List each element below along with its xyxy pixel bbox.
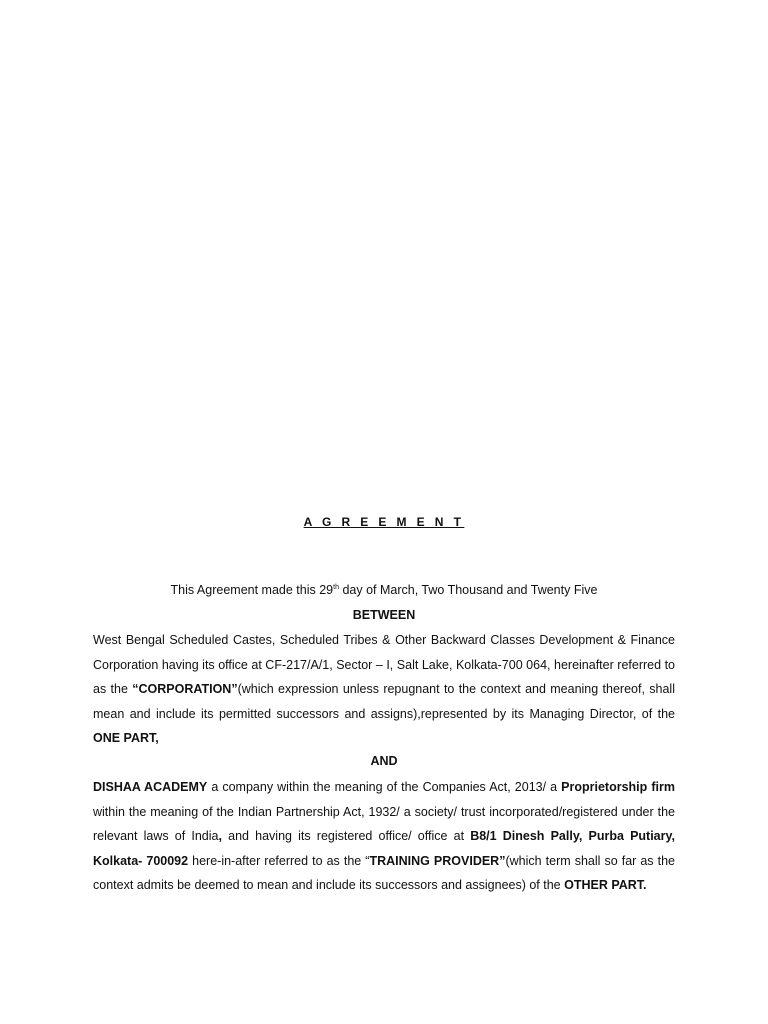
second-party-text-3: and having its registered office/ office at (221, 829, 471, 843)
second-party-text-1: a company within the meaning of the Companies Act, 2013/ a (207, 780, 562, 794)
first-party-paragraph (93, 628, 675, 751)
date-line-prefix: This Agreement made this 29 (170, 583, 334, 597)
agreement-title: A G R E E M E N T (303, 515, 465, 529)
and-heading: AND (370, 754, 398, 768)
date-line-suffix: day of March, Two Thousand and Twenty Five (338, 583, 598, 597)
agreement-date-line (0, 583, 768, 597)
first-party-text-1: West Bengal Scheduled Castes, Scheduled Tribes & Other Backward Classes Development & Finance Corporation having its office at CF-217/A/1, Sector – I, Salt Lake, Kolkata-700 064, hereinafter referred to as the (93, 633, 675, 696)
second-party-text-4: here-in-after referred to as the “ (188, 853, 370, 868)
proprietorship-term: Proprietorship firm (561, 780, 675, 794)
date-ordinal-suffix: th (333, 584, 339, 591)
corporation-term: “CORPORATION” (132, 682, 238, 696)
between-heading: BETWEEN (352, 608, 416, 622)
training-provider-address: B8/1 Dinesh Pally, Purba Putiary, Kolkata- 700092 (93, 829, 675, 868)
second-party-paragraph (93, 775, 675, 898)
other-part-term: OTHER PART. (564, 878, 647, 892)
first-party-text-2: (which expression unless repugnant to the context and meaning thereof, shall mean and include its permitted successors and assigns),represented by its Managing Director, of the (93, 682, 675, 721)
one-part-term: ONE PART, (93, 731, 159, 745)
training-provider-term: TRAINING PROVIDER” (369, 853, 506, 868)
comma-bold: , (218, 829, 222, 843)
second-party-text-2: within the meaning of the Indian Partnership Act, 1932/ a society/ trust incorporated/registered under the relevant laws of India (93, 804, 675, 843)
second-party-text-5: (which term shall so far as the context admits be deemed to mean and include its successors and assignees) of the (93, 853, 675, 892)
training-provider-name: DISHAA ACADEMY (93, 780, 208, 794)
